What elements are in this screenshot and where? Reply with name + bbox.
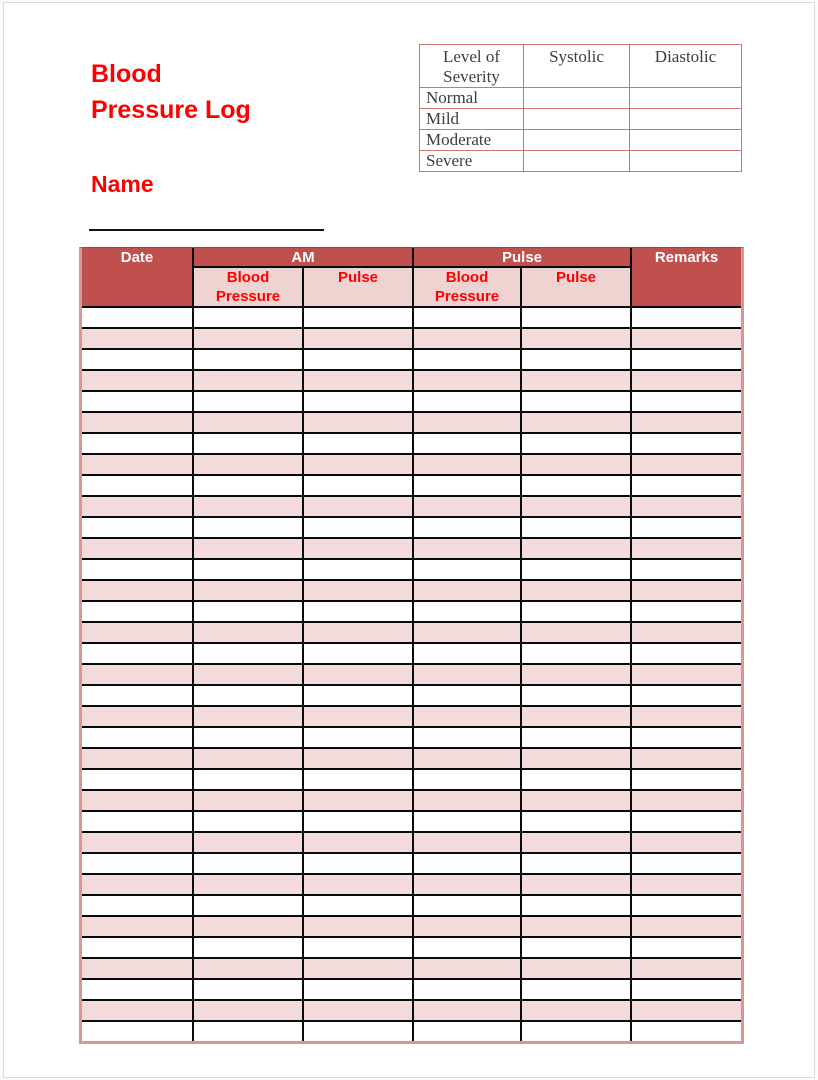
log-cell <box>413 391 521 412</box>
log-cell <box>193 538 303 559</box>
severity-label: Severe <box>420 151 524 172</box>
log-cell <box>303 664 413 685</box>
log-cell <box>413 958 521 979</box>
log-row <box>82 895 741 916</box>
log-cell <box>631 958 741 979</box>
log-row <box>82 496 741 517</box>
log-cell <box>303 475 413 496</box>
log-cell <box>413 706 521 727</box>
log-cell <box>413 643 521 664</box>
log-row <box>82 370 741 391</box>
log-cell <box>303 391 413 412</box>
log-cell <box>631 727 741 748</box>
log-cell <box>193 643 303 664</box>
log-row <box>82 538 741 559</box>
log-cell <box>521 685 631 706</box>
log-cell <box>193 958 303 979</box>
log-cell <box>303 937 413 958</box>
log-cell <box>193 496 303 517</box>
severity-row-normal <box>420 88 742 109</box>
log-cell <box>303 853 413 874</box>
log-cell <box>303 307 413 328</box>
severity-diastolic-cell <box>630 109 742 130</box>
log-cell <box>303 727 413 748</box>
log-cell <box>193 769 303 790</box>
log-cell <box>413 832 521 853</box>
log-cell <box>631 349 741 370</box>
log-cell <box>413 475 521 496</box>
log-cell <box>193 664 303 685</box>
log-row <box>82 853 741 874</box>
severity-systolic-cell <box>524 130 630 151</box>
log-cell <box>521 937 631 958</box>
log-cell <box>413 601 521 622</box>
log-cell <box>82 391 193 412</box>
log-row <box>82 727 741 748</box>
log-cell <box>82 1021 193 1041</box>
page-title-line2: Pressure Log <box>91 96 251 124</box>
log-cell <box>82 643 193 664</box>
log-cell <box>631 706 741 727</box>
log-cell <box>82 328 193 349</box>
log-cell <box>631 580 741 601</box>
log-cell <box>82 517 193 538</box>
log-cell <box>413 748 521 769</box>
log-cell <box>413 559 521 580</box>
severity-systolic-cell <box>524 109 630 130</box>
log-cell <box>193 454 303 475</box>
log-row <box>82 454 741 475</box>
log-cell <box>631 391 741 412</box>
log-cell <box>521 307 631 328</box>
log-row <box>82 1000 741 1021</box>
log-cell <box>303 412 413 433</box>
log-cell <box>521 916 631 937</box>
log-subheader-am-pulse: Pulse <box>303 267 413 307</box>
log-cell <box>193 832 303 853</box>
log-cell <box>413 790 521 811</box>
log-cell <box>82 979 193 1000</box>
log-cell <box>521 1021 631 1041</box>
log-cell <box>82 433 193 454</box>
log-cell <box>303 580 413 601</box>
log-row <box>82 685 741 706</box>
log-row <box>82 622 741 643</box>
log-cell <box>303 370 413 391</box>
log-cell <box>303 958 413 979</box>
log-cell <box>193 979 303 1000</box>
severity-diastolic-cell <box>630 88 742 109</box>
log-cell <box>413 307 521 328</box>
log-cell <box>413 517 521 538</box>
log-cell <box>631 748 741 769</box>
log-cell <box>82 937 193 958</box>
log-subheader-pm-pulse: Pulse <box>521 267 631 307</box>
log-cell <box>82 454 193 475</box>
log-cell <box>193 1000 303 1021</box>
log-cell <box>82 706 193 727</box>
log-row <box>82 832 741 853</box>
log-cell <box>521 412 631 433</box>
log-cell <box>303 895 413 916</box>
log-cell <box>631 979 741 1000</box>
log-cell <box>521 517 631 538</box>
log-cell <box>303 622 413 643</box>
log-cell <box>413 496 521 517</box>
log-cell <box>521 1000 631 1021</box>
log-cell <box>413 664 521 685</box>
log-cell <box>303 601 413 622</box>
log-cell <box>82 559 193 580</box>
log-cell <box>521 664 631 685</box>
log-row <box>82 706 741 727</box>
log-cell <box>413 433 521 454</box>
log-cell <box>303 496 413 517</box>
log-cell <box>303 1021 413 1041</box>
log-cell <box>413 349 521 370</box>
severity-header-row <box>420 45 742 88</box>
log-cell <box>303 433 413 454</box>
log-cell <box>413 580 521 601</box>
log-row <box>82 580 741 601</box>
log-cell <box>82 601 193 622</box>
log-row <box>82 391 741 412</box>
log-row <box>82 517 741 538</box>
log-row <box>82 664 741 685</box>
log-cell <box>193 874 303 895</box>
log-header-pm-group: Pulse <box>413 248 631 267</box>
log-header-date: Date <box>82 248 193 307</box>
log-cell <box>193 391 303 412</box>
log-cell <box>521 979 631 1000</box>
log-cell <box>303 769 413 790</box>
log-row <box>82 643 741 664</box>
log-cell <box>521 643 631 664</box>
log-cell <box>82 811 193 832</box>
log-cell <box>82 349 193 370</box>
log-cell <box>82 622 193 643</box>
log-cell <box>413 979 521 1000</box>
log-cell <box>631 496 741 517</box>
log-subheader-am-blood-pressure: Blood Pressure <box>193 267 303 307</box>
log-header-am-group: AM <box>193 248 413 267</box>
log-cell <box>413 538 521 559</box>
log-cell <box>193 412 303 433</box>
severity-label: Moderate <box>420 130 524 151</box>
log-cell <box>413 370 521 391</box>
log-cell <box>521 475 631 496</box>
log-cell <box>521 790 631 811</box>
log-cell <box>413 916 521 937</box>
page-title <box>91 56 251 128</box>
log-cell <box>631 811 741 832</box>
log-cell <box>521 958 631 979</box>
log-cell <box>82 874 193 895</box>
log-cell <box>413 328 521 349</box>
log-cell <box>631 853 741 874</box>
name-label: Name <box>91 171 154 197</box>
log-cell <box>303 517 413 538</box>
log-cell <box>413 1000 521 1021</box>
log-cell <box>193 517 303 538</box>
log-cell <box>193 433 303 454</box>
log-cell <box>413 937 521 958</box>
log-cell <box>631 685 741 706</box>
log-cell <box>303 349 413 370</box>
log-row <box>82 559 741 580</box>
log-cell <box>193 748 303 769</box>
log-cell <box>631 622 741 643</box>
log-cell <box>193 475 303 496</box>
log-cell <box>413 874 521 895</box>
log-cell <box>82 895 193 916</box>
log-cell <box>521 454 631 475</box>
page <box>3 2 815 1078</box>
severity-systolic-cell <box>524 151 630 172</box>
log-cell <box>82 496 193 517</box>
log-cell <box>521 874 631 895</box>
log-cell <box>303 559 413 580</box>
severity-diastolic-cell <box>630 151 742 172</box>
log-row <box>82 874 741 895</box>
log-cell <box>82 664 193 685</box>
severity-header-diastolic: Diastolic <box>630 45 742 88</box>
log-cell <box>303 748 413 769</box>
log-cell <box>521 328 631 349</box>
log-cell <box>303 979 413 1000</box>
log-cell <box>82 580 193 601</box>
log-row <box>82 958 741 979</box>
log-cell <box>303 1000 413 1021</box>
log-cell <box>521 895 631 916</box>
log-cell <box>303 874 413 895</box>
severity-header-level: Level of Severity <box>420 45 524 88</box>
log-cell <box>521 538 631 559</box>
log-cell <box>82 412 193 433</box>
log-row <box>82 790 741 811</box>
log-cell <box>413 1021 521 1041</box>
log-cell <box>82 370 193 391</box>
log-cell <box>82 538 193 559</box>
log-cell <box>521 832 631 853</box>
log-cell <box>193 601 303 622</box>
log-cell <box>82 832 193 853</box>
log-row <box>82 433 741 454</box>
log-cell <box>193 853 303 874</box>
log-cell <box>413 412 521 433</box>
log-cell <box>303 538 413 559</box>
severity-row-severe <box>420 151 742 172</box>
log-cell <box>631 601 741 622</box>
log-cell <box>193 580 303 601</box>
log-cell <box>521 853 631 874</box>
log-cell <box>631 937 741 958</box>
log-cell <box>521 559 631 580</box>
log-cell <box>631 874 741 895</box>
log-cell <box>193 307 303 328</box>
log-cell <box>193 895 303 916</box>
severity-table <box>419 44 742 172</box>
log-cell <box>521 496 631 517</box>
log-cell <box>193 727 303 748</box>
log-cell <box>82 727 193 748</box>
log-cell <box>521 748 631 769</box>
severity-row-mild <box>420 109 742 130</box>
log-cell <box>303 832 413 853</box>
log-cell <box>631 328 741 349</box>
log-cell <box>631 307 741 328</box>
log-row <box>82 769 741 790</box>
log-cell <box>521 601 631 622</box>
log-cell <box>303 790 413 811</box>
log-cell <box>631 1021 741 1041</box>
log-cell <box>631 1000 741 1021</box>
log-cell <box>193 370 303 391</box>
log-cell <box>303 454 413 475</box>
log-cell <box>303 811 413 832</box>
log-row <box>82 916 741 937</box>
log-cell <box>631 475 741 496</box>
log-table-frame <box>79 247 744 1044</box>
log-header-remarks: Remarks <box>631 248 741 307</box>
name-fill-line <box>89 229 324 231</box>
log-cell <box>193 622 303 643</box>
log-row <box>82 979 741 1000</box>
log-cell <box>82 1000 193 1021</box>
log-cell <box>82 307 193 328</box>
log-cell <box>521 580 631 601</box>
log-cell <box>631 916 741 937</box>
log-cell <box>631 559 741 580</box>
log-row <box>82 1021 741 1041</box>
log-cell <box>521 433 631 454</box>
log-cell <box>193 916 303 937</box>
log-cell <box>82 475 193 496</box>
log-cell <box>82 769 193 790</box>
log-cell <box>631 643 741 664</box>
log-cell <box>303 916 413 937</box>
log-row <box>82 328 741 349</box>
log-cell <box>413 811 521 832</box>
log-cell <box>631 769 741 790</box>
log-cell <box>631 370 741 391</box>
log-row <box>82 307 741 328</box>
log-cell <box>82 685 193 706</box>
log-cell <box>193 685 303 706</box>
log-cell <box>193 790 303 811</box>
log-cell <box>82 958 193 979</box>
log-cell <box>303 706 413 727</box>
log-cell <box>413 895 521 916</box>
log-row <box>82 412 741 433</box>
log-cell <box>193 349 303 370</box>
log-row <box>82 937 741 958</box>
log-cell <box>631 412 741 433</box>
log-cell <box>303 685 413 706</box>
log-cell <box>631 433 741 454</box>
log-cell <box>193 328 303 349</box>
log-table <box>82 248 741 1041</box>
log-cell <box>82 748 193 769</box>
log-cell <box>521 370 631 391</box>
log-row <box>82 475 741 496</box>
log-cell <box>303 643 413 664</box>
log-cell <box>521 769 631 790</box>
log-cell <box>193 937 303 958</box>
log-cell <box>193 706 303 727</box>
severity-diastolic-cell <box>630 130 742 151</box>
severity-label: Mild <box>420 109 524 130</box>
log-cell <box>413 853 521 874</box>
severity-row-moderate <box>420 130 742 151</box>
log-cell <box>413 769 521 790</box>
log-cell <box>631 895 741 916</box>
log-cell <box>303 328 413 349</box>
log-cell <box>82 853 193 874</box>
page-title-line1: Blood <box>91 60 162 88</box>
log-row <box>82 748 741 769</box>
log-cell <box>413 685 521 706</box>
log-cell <box>521 706 631 727</box>
log-cell <box>413 727 521 748</box>
severity-header-systolic: Systolic <box>524 45 630 88</box>
log-cell <box>193 1021 303 1041</box>
log-cell <box>413 454 521 475</box>
log-subheader-pm-blood-pressure: Blood Pressure <box>413 267 521 307</box>
log-cell <box>521 391 631 412</box>
log-cell <box>193 811 303 832</box>
log-row <box>82 349 741 370</box>
severity-systolic-cell <box>524 88 630 109</box>
log-cell <box>521 622 631 643</box>
log-cell <box>193 559 303 580</box>
log-cell <box>413 622 521 643</box>
log-cell <box>631 832 741 853</box>
log-cell <box>521 727 631 748</box>
log-cell <box>631 664 741 685</box>
log-row <box>82 811 741 832</box>
severity-label: Normal <box>420 88 524 109</box>
log-row <box>82 601 741 622</box>
log-cell <box>631 454 741 475</box>
log-header-row <box>82 248 741 267</box>
log-cell <box>521 349 631 370</box>
log-cell <box>521 811 631 832</box>
log-cell <box>82 790 193 811</box>
log-cell <box>82 916 193 937</box>
log-cell <box>631 517 741 538</box>
log-cell <box>631 538 741 559</box>
log-cell <box>631 790 741 811</box>
